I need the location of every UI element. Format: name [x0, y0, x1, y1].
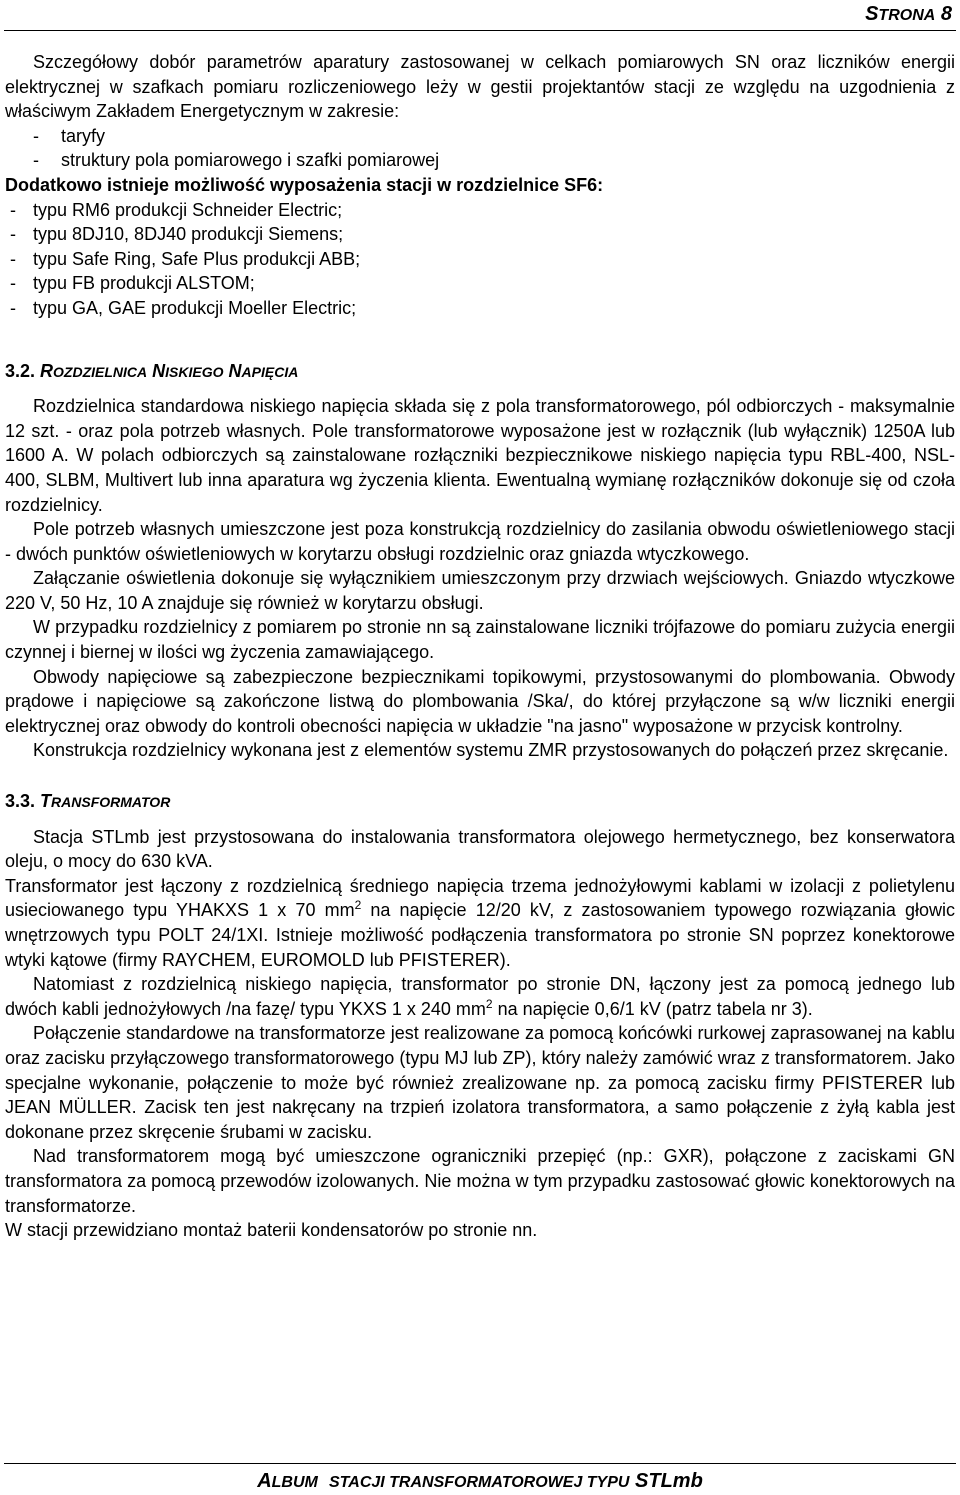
- paragraph: W przypadku rozdzielnicy z pomiarem po stronie nn są zainstalowane liczniki trójfazowe do pomiaru zużycia energii czynnej i biernej w ilości wg życzenia zamawiającego.: [5, 617, 955, 663]
- header-rule: [4, 30, 956, 31]
- paragraph: Konstrukcja rozdzielnicy wykonana jest z elementów systemu ZMR przystosowanych do połączeń przez skręcanie.: [33, 740, 949, 761]
- paragraph: Rozdzielnica standardowa niskiego napięcia składa się z pola transformatorowego, pól odbiorczych - maksymalnie 12 szt. - oraz pola potrzeb własnych. Pole transformatorowe wyposażone jest w rozłącznik (lub wyłącznik) 1250A lub 1600 A. W polach odbiorczych są zainstalowane rozłączniki bezpiecznikowe niskiego napięcia typu RBL-400, NSL-400, SLBM, Multivert lub inna aparatura wg życzenia klienta. Ewentualną wymianę rozłączników dokonuje się od czoła rozdzielnicy.: [5, 396, 955, 515]
- sf6-list-item: - typu GA, GAE produkcji Moeller Electric;: [5, 297, 357, 318]
- paragraph: W stacji przewidziano montaż baterii kondensatorów po stronie nn.: [5, 1220, 538, 1241]
- footer-rule: [4, 1463, 956, 1464]
- page-label-initial: S: [865, 3, 879, 25]
- paragraph: Natomiast z rozdzielnicą niskiego napięcia, transformator po stronie DN, łączony jest za pomocą jednego lub dwóch kabli jednożyłowych /na fazę/ typu YKXS 1 x 240 $mm^2$ na napięcie 0,6/1 kV (patrz tabela nr 3).: [5, 974, 955, 1019]
- section-heading-3-3: 3.3. TRANSFORMATOR: [5, 791, 171, 812]
- page-label-rest: TRONA: [878, 7, 936, 24]
- paragraph: Załączanie oświetlenia dokonuje się wyłącznikiem umieszczonym przy drzwiach wejściowych. Gniazdo wtyczkowe 220 V, 50 Hz, 10 A znajduje się również w korytarzu obsługi.: [5, 568, 955, 613]
- sf6-list-item: - typu RM6 produkcji Schneider Electric;: [5, 199, 343, 220]
- list-item: - struktury pola pomiarowego i szafki pomiarowej: [33, 150, 440, 171]
- list-item: - taryfy: [33, 125, 106, 146]
- intro-paragraph: Szczegółowy dobór parametrów aparatury zastosowanej w celkach pomiarowych SN oraz liczników energii elektrycznej w szafkach pomiaru rozliczeniowego leży w gestii projektantów stacji ze względu na uzgodnienia z właściwym Zakładem Energetycznym w zakresie:: [5, 52, 955, 122]
- sf6-list-item: - typu Safe Ring, Safe Plus produkcji ABB;: [5, 248, 361, 269]
- document-body: [5, 50, 955, 1243]
- page-header: [865, 0, 952, 30]
- section-heading-3-2: 3.2. ROZDZIELNICA NISKIEGO NAPIĘCIA: [5, 360, 299, 381]
- page-footer: ALBUM STACJI TRANSFORMATOROWEJ TYPU STLmb: [257, 1470, 703, 1492]
- paragraph: Obwody napięciowe są zabezpieczone bezpiecznikami topikowymi, przystosowanymi do plombowania. Obwody prądowe i napięciowe są zakończone listwą do plombowania /Ska/, do której przyłączone są w/w liczniki energii elektrycznej oraz obwody do kontroli obecności napięcia w układzie "na jasno" wyposażone w przycisk kontrolny.: [5, 666, 955, 736]
- sf6-bold-line: Dodatkowo istnieje możliwość wyposażenia stacji w rozdzielnice SF6:: [5, 174, 604, 195]
- paragraph: Pole potrzeb własnych umieszczone jest poza konstrukcją rozdzielnicy do zasilania obwodu oświetleniowego stacji - dwóch punktów oświetleniowych w korytarzu obsługi rozdzielnic oraz gniazda wtyczkowego.: [5, 519, 955, 564]
- paragraph: Stacja STLmb jest przystosowana do instalowania transformatora olejowego hermetycznego, bez konserwatora oleju, o mocy do 630 kVA.: [5, 826, 955, 872]
- paragraph: Nad transformatorem mogą być umieszczone ograniczniki przepięć (np.: GXR), połączone z zaciskami GN transformatora za pomocą przewodów izolowanych. Nie można w tym przypadku zastosować głowic konektorowych na transformatorze.: [5, 1146, 955, 1216]
- page-number: 8: [940, 3, 952, 25]
- paragraph: Transformator jest łączony z rozdzielnicą średniego napięcia trzema jednożyłowymi kablami w izolacji z polietylenu usieciowanego typu YHAKXS 1 x 70 $mm^2$ na napięcie 12/20 kV, z zastosowaniem typowego rozwiązania głowic wnętrzowych typu POLT 24/1XI. Istnieje możliwość podłączenia transformatora po stronie SN poprzez konektorowe wtyki kątowe (firmy RAYCHEM, EUROMOLD lub PFISTERER).: [5, 875, 955, 970]
- sf6-list-item: - typu FB produkcji ALSTOM;: [5, 273, 255, 294]
- paragraph: Połączenie standardowe na transformatorze jest realizowane za pomocą końcówki rurkowej zaprasowanej na kablu oraz zacisku przyłączowego transformatorowego (typu MJ lub ZP), który należy zamówić wraz z transformatorem. Jako specjalne wykonanie, połączenie to może być również zrealizowane np. za pomocą zacisku firmy PFISTERER lub JEAN MÜLLER. Zacisk ten jest nakręcany na trzpień izolatora transformatora, a samo połączenie z żyłą kabla jest dokonane przez skręcenie śrubami w zacisku.: [5, 1023, 955, 1142]
- sf6-list-item: - typu 8DJ10, 8DJ40 produkcji Siemens;: [5, 224, 344, 245]
